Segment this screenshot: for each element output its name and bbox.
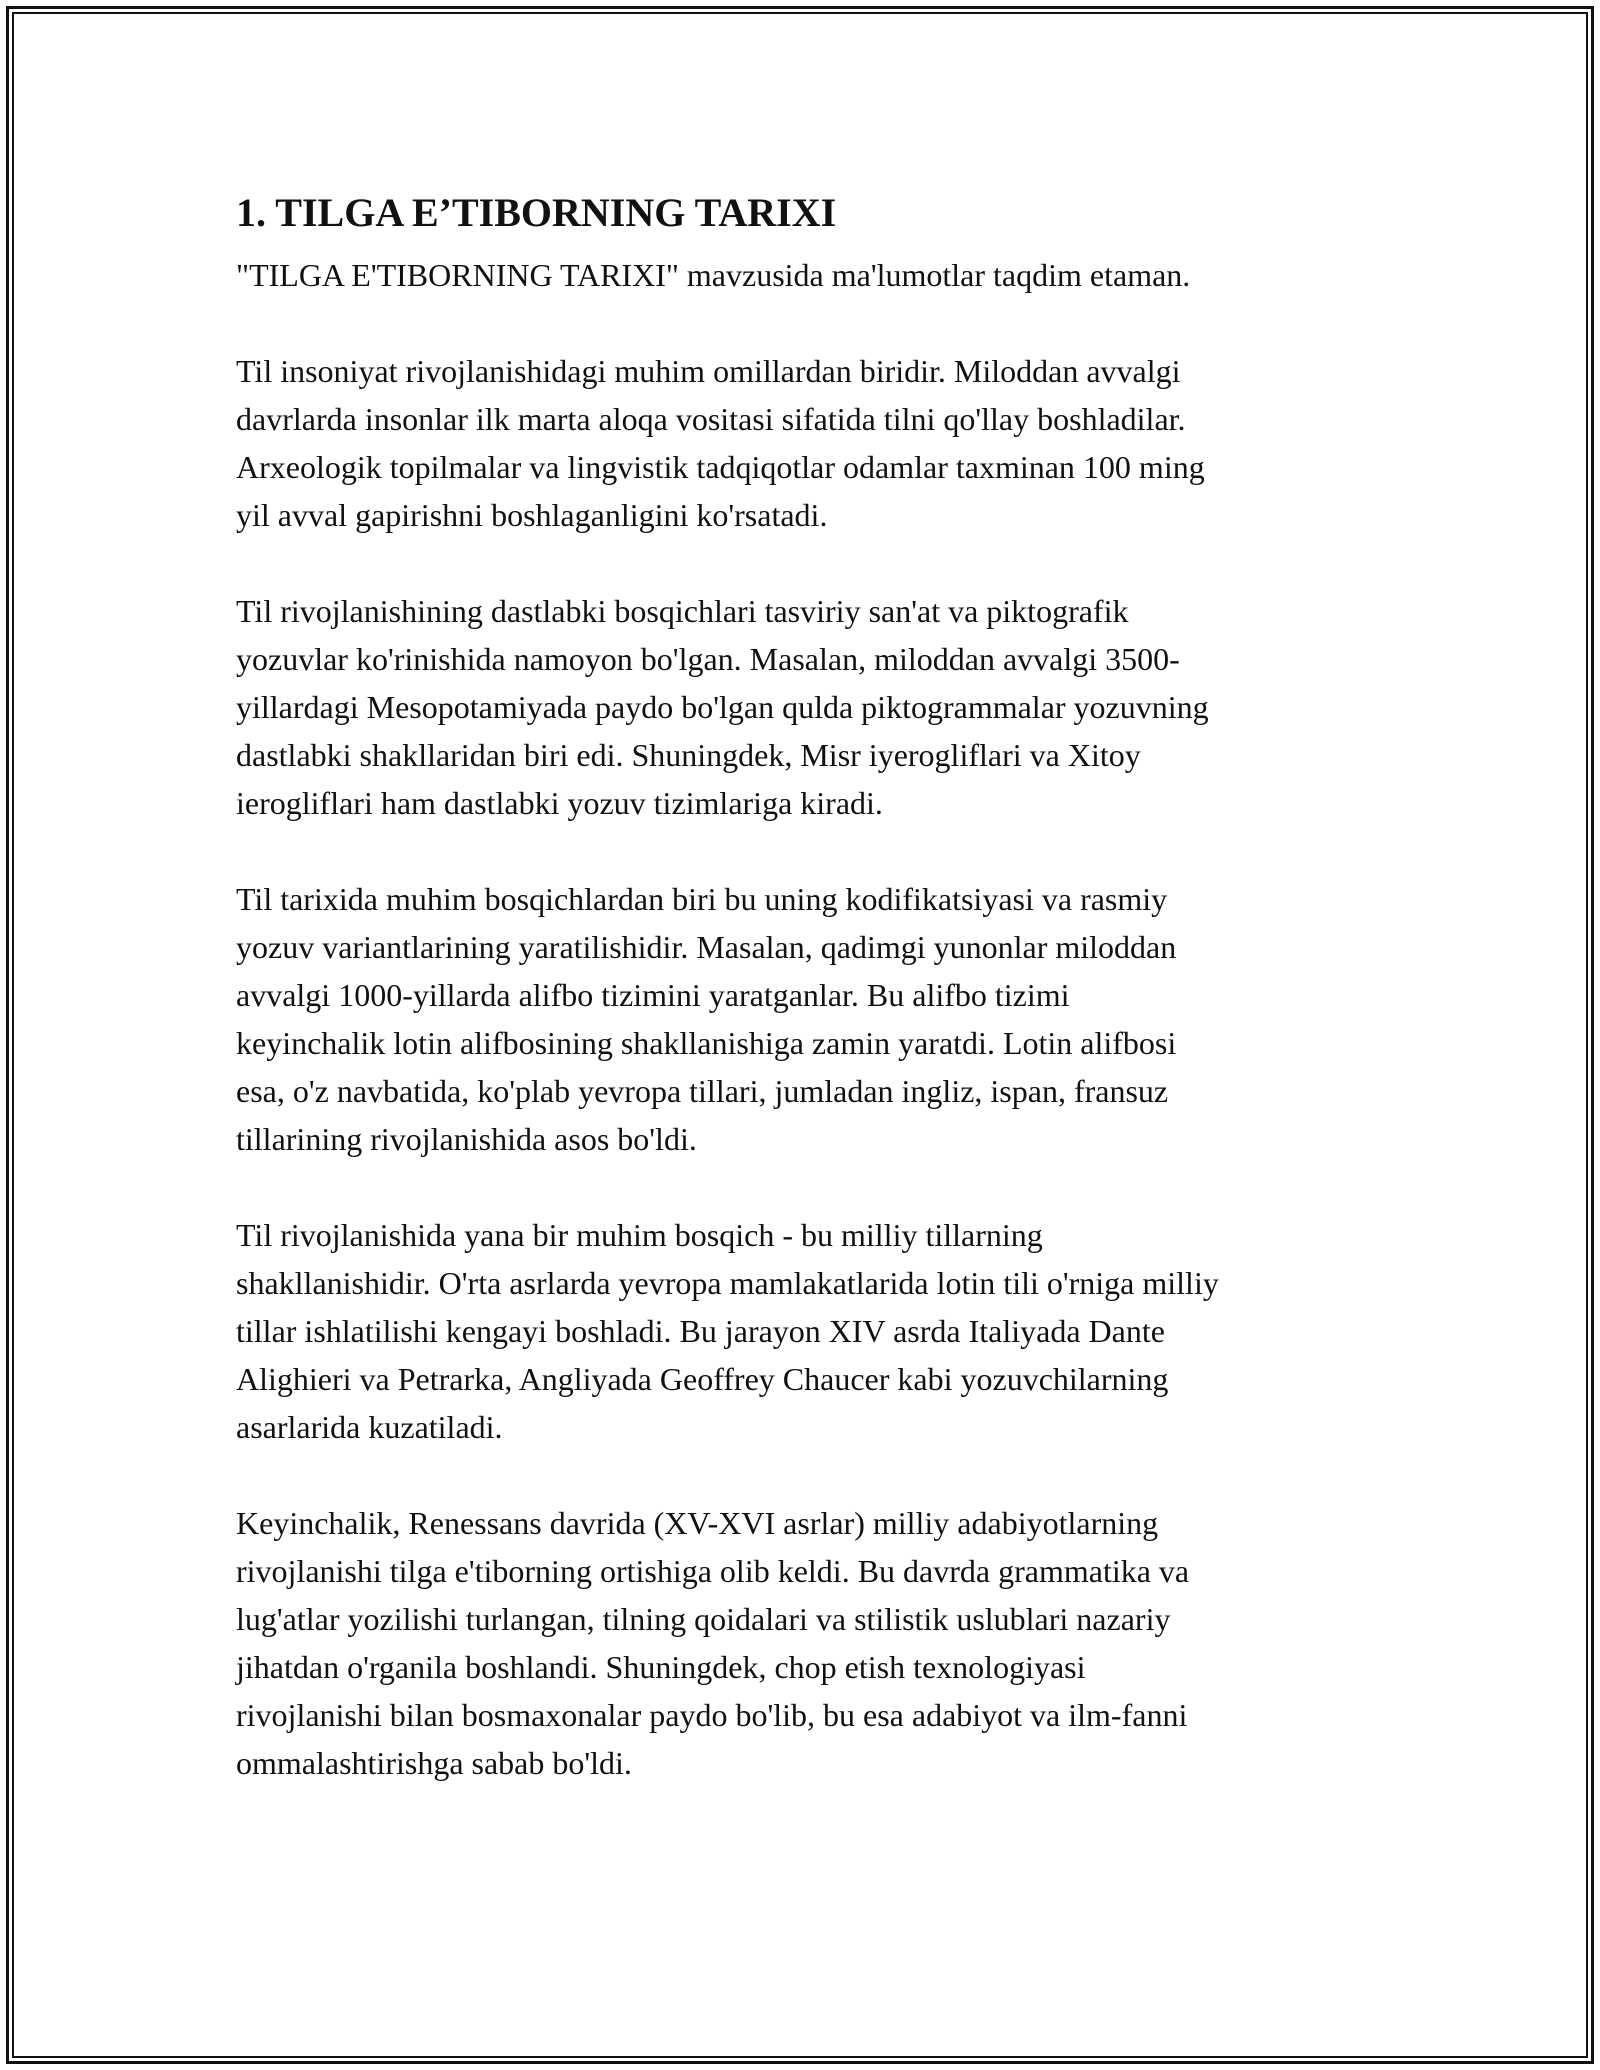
document-body [236,185,1396,1835]
paragraph-line: davrlarda insonlar ilk marta aloqa vositasi sifatida tilni qo'llay boshladilar. [236,401,1186,437]
paragraph-line: tillar ishlatilishi kengayi boshladi. Bu jarayon XIV asrda Italiyada Dante [236,1313,1165,1349]
paragraph-line: Til insoniyat rivojlanishidagi muhim omillardan biridir. Miloddan avvalgi [236,353,1181,389]
paragraph-line: yil avval gapirishni boshlaganligini ko'rsatadi. [236,497,828,533]
paragraph-line: rivojlanishi bilan bosmaxonalar paydo bo'lib, bu esa adabiyot va ilm-fanni [236,1697,1188,1733]
paragraph-line: shakllanishidir. O'rta asrlarda yevropa mamlakatlarida lotin tili o'rniga milliy [236,1265,1219,1301]
paragraph-line: asarlarida kuzatiladi. [236,1409,503,1445]
paragraph-line: Keyinchalik, Renessans davrida (XV-XVI asrlar) milliy adabiyotlarning [236,1505,1159,1541]
paragraph-line: tillarining rivojlanishida asos bo'ldi. [236,1121,697,1157]
paragraph-line: Til tarixida muhim bosqichlardan biri bu uning kodifikatsiyasi va rasmiy [236,881,1168,917]
paragraph-line: Til rivojlanishida yana bir muhim bosqich - bu milliy tillarning [236,1217,1043,1253]
paragraph-line: yozuv variantlarining yaratilishidir. Masalan, qadimgi yunonlar miloddan [236,929,1177,965]
paragraph-line: rivojlanishi tilga e'tiborning ortishiga olib keldi. Bu davrda grammatika va [236,1553,1190,1589]
paragraph-line: Til rivojlanishining dastlabki bosqichlari tasviriy san'at va piktografik [236,593,1129,629]
paragraph-line: ierogliflari ham dastlabki yozuv tizimlariga kiradi. [236,785,883,821]
paragraph-line: yozuvlar ko'rinishida namoyon bo'lgan. Masalan, miloddan avvalgi 3500- [236,641,1180,677]
paragraph-line: avvalgi 1000-yillarda alifbo tizimini yaratganlar. Bu alifbo tizimi [236,977,1070,1013]
paragraph-origins [236,347,1396,539]
paragraph-line: esa, o'z navbatida, ko'plab yevropa tillari, jumladan ingliz, ispan, fransuz [236,1073,1169,1109]
paragraph-line: jihatdan o'rganila boshlandi. Shuningdek, chop etish texnologiyasi [236,1649,1086,1685]
paragraph-codification [236,875,1396,1163]
paragraph-line: Alighieri va Petrarka, Angliyada Geoffrey Chaucer kabi yozuvchilarning [236,1361,1169,1397]
page-title: 1. TILGA E’TIBORNING TARIXI [236,190,837,235]
paragraph-line: Arxeologik topilmalar va lingvistik tadqiqotlar odamlar taxminan 100 ming [236,449,1205,485]
paragraph-renaissance [236,1499,1396,1787]
paragraph-line: lug'atlar yozilishi turlangan, tilning qoidalari va stilistik uslublari nazariy [236,1601,1171,1637]
paragraph-national-languages [236,1211,1396,1451]
paragraph-line: "TILGA E'TIBORNING TARIXI" mavzusida ma'lumotlar taqdim etaman. [236,257,1191,293]
paragraph-line: keyinchalik lotin alifbosining shakllanishiga zamin yaratdi. Lotin alifbosi [236,1025,1177,1061]
paragraph-line: dastlabki shakllaridan biri edi. Shuningdek, Misr iyerogliflari va Xitoy [236,737,1141,773]
paragraph-intro [236,251,1396,299]
paragraph-line: yillardagi Mesopotamiyada paydo bo'lgan qulda piktogrammalar yozuvning [236,689,1209,725]
paragraph-line: ommalashtirishga sabab bo'ldi. [236,1745,632,1781]
paragraph-early-writing [236,587,1396,827]
